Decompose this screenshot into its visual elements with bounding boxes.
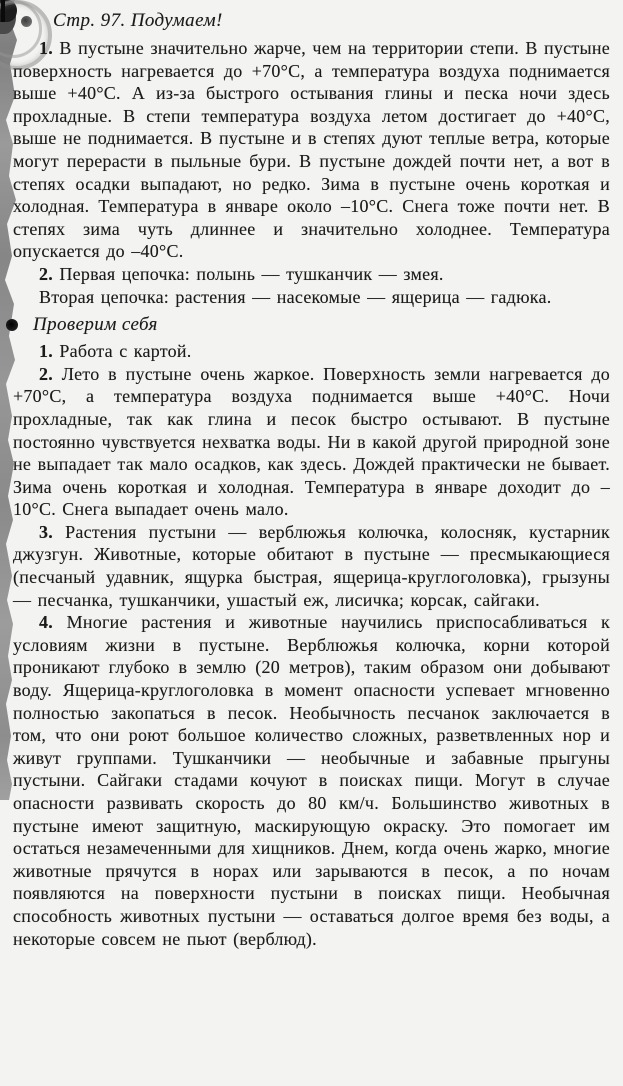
answer-text: Лето в пустыне очень жаркое. Поверхность земли нагревается до +70°С, а температура воздуха поднимается выше +40°С. Ночи прохладные, так как глина и песок быстро остывают. В пустыне постоянно чувствуется нехватка воды. Ни в какой другой природной зоне не выпадает так мало осадков, как здесь. Дождей практически не бывает. Зима очень короткая и холодная. Температура в январе доходит до –10°С. Снега выпадает очень мало. (13, 363, 610, 520)
section-heading-label: Проверим себя (33, 314, 158, 336)
answer-paragraph (13, 521, 610, 611)
black-dot-icon (6, 319, 18, 331)
section-heading-label: Стр. 97. Подумаем! (53, 10, 223, 31)
answer-text: Первая цепочка: полынь — тушканчик — змея. (59, 263, 444, 284)
answer-number: 3. (39, 521, 53, 542)
page-spine-line (1, 0, 5, 22)
answer-text: Многие растения и животные научились приспосабливаться к условиям жизни в пустыне. Верблюжья колючка, корни которой проникают глубоко в землю (20 метров), таким образом они добывают воду. Ящерица-круглоголовка в момент опасности успевает мгновенно полностью закопаться в песок. Необычность песчанок заключается в том, что они роют большое количество сложных, разветвленных нор и живут группами. Тушканчики — необычные и забавные прыгуны пустыни. Сайгаки стадами кочуют в поисках пищи. Могут в случае опасности развивать скорость до 80 км/ч. Большинство животных в пустыне имеют защитную, маскирующую окраску. Это помогает им остаться незамеченными для хищников. Днем, когда очень жарко, многие животные прячутся в норах или зарываются в песок, а по ночам появляются на поверхности пустыни в поисках пищи. Необычная способность животных пустыни — оставаться долгое время без воды, а некоторые совсем не пьют (верблюд). (13, 612, 610, 949)
answer-paragraph (13, 263, 610, 286)
answer-paragraph (13, 363, 610, 521)
answer-number: 1. (39, 341, 53, 362)
answer-paragraph (13, 340, 610, 363)
answer-paragraph (13, 37, 610, 263)
answer-text: В пустыне значительно жарче, чем на территории степи. В пустыне поверхность нагревается до +70°С, а температура воздуха поднимается выше +40°С. А из-за быстрого остывания глины и песка ночи здесь прохладные. В степи температура воздуха летом достигает до +40°С, выше не поднимается. В пустыне и в степях дуют теплые ветра, которые могут перерасти в пыльные бури. В пустыне дождей почти нет, а вот в степях осадки выпадают, но редко. Зима в пустыне очень короткая и холодная. Температура в январе около –10°С. Снега тоже почти нет. В степях зима чуть длиннее и значительно холоднее. Температура опускается до –40°С. (13, 38, 610, 262)
answer-number: 2. (39, 363, 53, 384)
answer-text: Работа с картой. (59, 341, 192, 362)
section-heading-proverim (6, 313, 610, 337)
answer-text: Растения пустыни — верблюжья колючка, колосняк, кустарник джузгун. Животные, которые обитают в пустыне — пресмыкающиеся (песчаный удавник, ящурка быстрая, ящерица-круглоголовка), грызуны — песчанка, тушканчики, ушастый еж, лисичка; корсак, сайгаки. (13, 521, 610, 610)
answer-number: 2. (39, 263, 53, 284)
section-heading-podumaem (21, 9, 610, 33)
halftone-dot-icon (21, 16, 32, 27)
answer-paragraph (13, 286, 610, 309)
answer-number: 1. (39, 38, 53, 58)
answer-number: 4. (39, 612, 53, 633)
answer-text: Вторая цепочка: растения — насекомые — ящерица — гадюка. (39, 286, 552, 307)
answer-paragraph (13, 611, 610, 950)
